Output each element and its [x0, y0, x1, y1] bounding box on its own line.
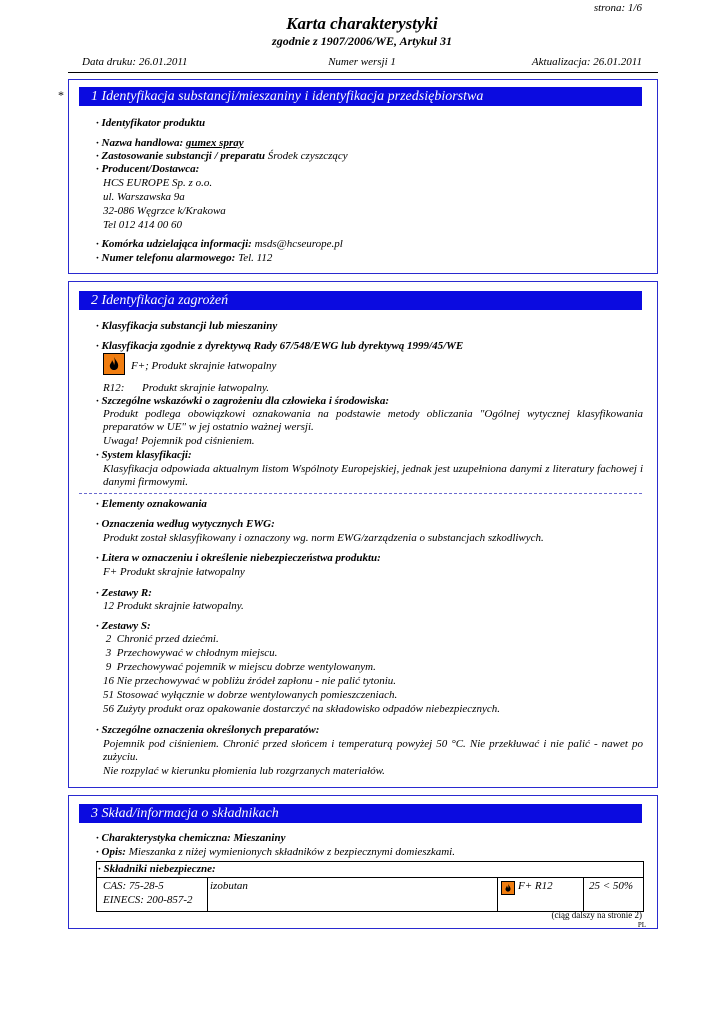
header-rule [68, 72, 658, 73]
emergency-phone-value: Tel. 112 [238, 252, 273, 264]
s-phrase-item: 9 Przechowywać pojemnik w miejscu dobrze wentylowanym. [103, 661, 376, 673]
hazard-letter-text: F+ Produkt skrajnie łatwopalny [103, 566, 245, 578]
section-1-heading: 1 Identyfikacja substancji/mieszaniny i identyfikacja przedsiębiorstwa [79, 87, 642, 106]
trade-name [96, 137, 244, 150]
dangerous-components-table [96, 861, 644, 912]
r-phrases-label: · Zestawy R: [96, 587, 152, 599]
print-date: Data druku: 26.01.2011 [82, 56, 188, 68]
info-contact-label: · Komórka udzielająca informacji: [96, 238, 255, 250]
s-phrase-item: 16 Nie przechowywać w pobliżu źródeł zapłonu - nie palić tytoniu. [103, 675, 397, 687]
special-hazards-label: · Szczególne wskazówki o zagrożeniu dla człowieka i środowiska: [96, 395, 390, 407]
flame-hazard-icon [501, 881, 515, 895]
cas-number: CAS: 75-28-5 [103, 880, 164, 892]
s-phrase-item: 3 Przechowywać w chłodnym miejscu. [103, 647, 278, 659]
product-identifier: · Identyfikator produktu [96, 117, 206, 129]
r12-text: Produkt skrajnie łatwopalny. [142, 382, 269, 394]
document-subtitle: zgodnie z 1907/2006/WE, Artykuł 31 [272, 34, 452, 48]
s-phrase-item: 51 Stosować wyłącznie w dobrze wentylowanych pomieszczeniach. [103, 689, 398, 701]
pressure-warning: Uwaga! Pojemnik pod ciśnieniem. [103, 435, 255, 447]
description-value: Mieszanka z niżej wymienionych składników z bezpiecznymi domieszkami. [128, 846, 455, 858]
producer-phone: Tel 012 414 00 60 [103, 219, 183, 231]
product-use [96, 150, 348, 163]
product-use-label: · Zastosowanie substancji / preparatu [96, 150, 268, 162]
trade-name-label: · Nazwa handlowa: [96, 137, 186, 149]
producer-label: · Producent/Dostawca: [96, 163, 200, 175]
info-contact [96, 238, 343, 251]
emergency-phone [96, 252, 272, 265]
language-code: PL [637, 921, 646, 929]
section-3-heading: 3 Skład/informacja o składnikach [79, 804, 642, 823]
s-phrase-item: 2 Chronić przed dziećmi. [103, 633, 219, 645]
info-contact-email[interactable]: msds@hcseurope.pl [254, 238, 343, 250]
page-number: strona: 1/6 [593, 2, 642, 14]
special-hazards-text: Produkt podlega obowiązkowi oznakowania na podstawie metody obliczania "Ogólnej wytycznej klasyfikowania preparatów w UE" w jej ostatnio ważnej wersji. [103, 408, 643, 433]
einecs-number: EINECS: 200-857-2 [103, 894, 193, 906]
description-label: · Opis: [96, 846, 129, 858]
spray-warning: Nie rozpylać w kierunku płomienia lub rozgrzanych materiałów. [103, 765, 385, 777]
change-marker: * [58, 88, 64, 102]
components-header: · Składniki niebezpieczne: [98, 863, 216, 875]
continued-note: (ciąg dalszy na stronie 2) [551, 910, 642, 920]
flame-hazard-icon [103, 353, 125, 375]
s-phrases-label: · Zestawy S: [96, 620, 151, 632]
r12-code: R12: [103, 382, 125, 394]
description [96, 846, 455, 859]
component-concentration: 25 < 50% [589, 880, 634, 892]
ewg-label: · Oznaczenia według wytycznych EWG: [96, 518, 275, 530]
hazard-letter-label: · Litera w oznaczeniu i określenie niebezpieczeństwa produktu: [96, 552, 381, 564]
classification-system-label: · System klasyfikacji: [96, 449, 192, 461]
chemical-characteristics [96, 832, 285, 845]
hazard-symbol-text: F+; Produkt skrajnie łatwopalny [131, 360, 277, 372]
chem-char-value: Mieszaniny [233, 832, 286, 844]
classification-system-text: Klasyfikacja odpowiada aktualnym listom Wspólnoty Europejskiej, jednak jest uzupełniona danymi z literatury fachowej i danymi firmowymi. [103, 463, 643, 488]
document-title: Karta charakterystyki [286, 14, 438, 33]
classification-label: · Klasyfikacja substancji lub mieszaniny [96, 320, 278, 332]
component-name: izobutan [210, 880, 248, 892]
special-labelling-text: Pojemnik pod ciśnieniem. Chronić przed słońcem i temperaturą powyżej 50 °C. Nie przekłuwać i nie palić - nawet po zużyciu. [103, 738, 643, 763]
ewg-text: Produkt został sklasyfikowany i oznaczony wg. norm EWG/zarządzenia o substancjach szkodliwych. [103, 532, 544, 544]
version-number: Numer wersji 1 [328, 56, 396, 68]
directive-classification: · Klasyfikacja zgodnie z dyrektywą Rady 67/548/EWG lub dyrektywą 1999/45/WE [96, 340, 464, 352]
section-2-heading: 2 Identyfikacja zagrożeń [79, 291, 642, 310]
s-phrase-item: 56 Zużyty produkt oraz opakowanie dostarczyć na składowisko odpadów niebezpiecznych. [103, 703, 500, 715]
update-date: Aktualizacja: 26.01.2011 [531, 56, 642, 68]
producer-street: ul. Warszawska 9a [103, 191, 185, 203]
label-elements: · Elementy oznakowania [96, 498, 207, 510]
r-phrases-text: 12 Produkt skrajnie łatwopalny. [103, 600, 244, 612]
trade-name-value: gumex spray [185, 137, 244, 149]
chem-char-label: · Charakterystyka chemiczna: [96, 832, 234, 844]
producer-city: 32-086 Węgrzce k/Krakowa [103, 205, 226, 217]
producer-name: HCS EUROPE Sp. z o.o. [103, 177, 213, 189]
special-labelling-label: · Szczególne oznaczenia określonych preparatów: [96, 724, 320, 736]
section-divider [79, 493, 642, 494]
component-classification: F+ R12 [518, 880, 553, 892]
product-use-value: Środek czyszczący [267, 150, 348, 162]
emergency-phone-label: · Numer telefonu alarmowego: [96, 252, 239, 264]
